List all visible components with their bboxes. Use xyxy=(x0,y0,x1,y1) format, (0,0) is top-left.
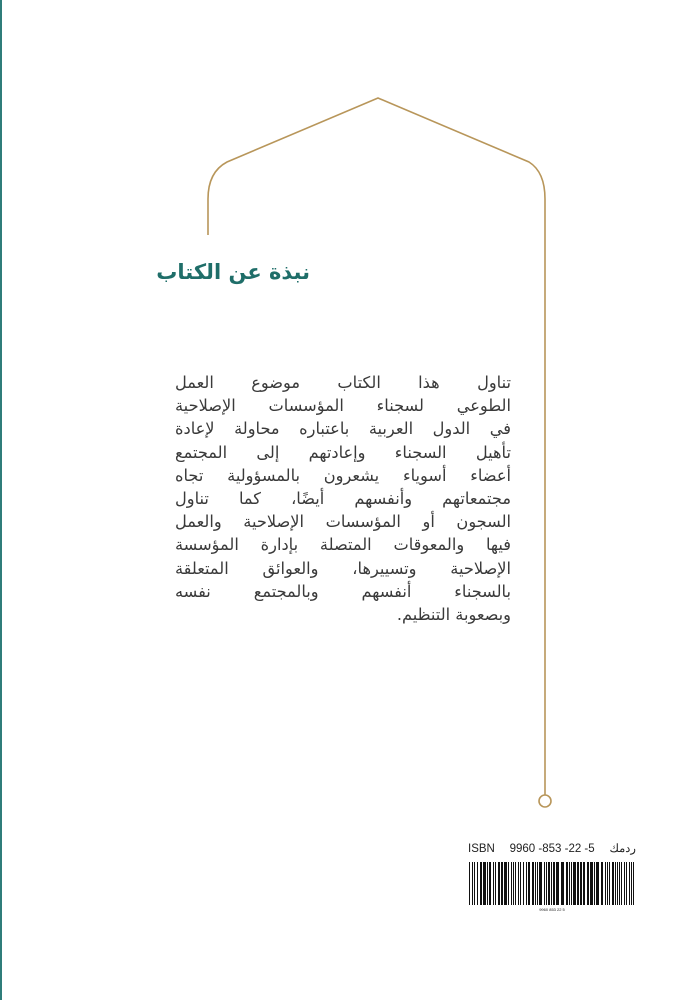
summary-line: الطوعي لسجناء المؤسسات الإصلاحية xyxy=(175,396,511,416)
book-summary xyxy=(175,371,511,626)
barcode-bar xyxy=(532,862,534,905)
barcode-bar xyxy=(629,862,630,905)
barcode-bar xyxy=(523,862,524,905)
barcode-bar xyxy=(590,862,593,905)
barcode-bar xyxy=(596,862,599,905)
barcode-bar xyxy=(544,862,545,905)
barcode-bar xyxy=(633,862,634,905)
barcode xyxy=(468,862,636,912)
barcode-bar xyxy=(577,862,579,905)
summary-line: فيها والمعوقات المتصلة بإدارة المؤسسة xyxy=(175,535,511,555)
barcode-bar xyxy=(535,862,536,905)
barcode-bar xyxy=(487,862,488,905)
barcode-bar xyxy=(518,862,519,905)
barcode-bar xyxy=(474,862,475,905)
barcode-bar xyxy=(617,862,618,905)
isbn-block xyxy=(468,840,636,912)
barcode-bar xyxy=(571,862,572,905)
summary-line: تأهيل السجناء وإعادتهم إلى المجتمع xyxy=(175,442,511,462)
barcode-bar xyxy=(539,862,542,905)
summary-line: مجتمعاتهم وأنفسهم أيضًا، كما تناول xyxy=(175,488,511,508)
barcode-bar xyxy=(528,862,530,905)
barcode-bar xyxy=(526,862,527,905)
barcode-bar xyxy=(580,862,582,905)
barcode-bar xyxy=(609,862,610,905)
arch-end-circle xyxy=(539,795,551,807)
barcode-bar xyxy=(469,862,470,905)
barcode-bar xyxy=(561,862,564,905)
barcode-bar xyxy=(493,862,494,905)
summary-line: تناول هذا الكتاب موضوع العمل xyxy=(175,373,511,392)
barcode-bar xyxy=(537,862,538,905)
barcode-bar xyxy=(548,862,550,905)
barcode-bar xyxy=(498,862,500,905)
barcode-bar xyxy=(594,862,595,905)
barcode-bar xyxy=(508,862,509,905)
summary-line: السجون أو المؤسسات الإصلاحية والعمل xyxy=(175,512,511,532)
barcode-bar xyxy=(489,862,491,905)
summary-line: الإصلاحية وتسييرها، والعوائق المتعلقة xyxy=(175,558,511,578)
barcode-bar xyxy=(513,862,514,905)
barcode-bar xyxy=(472,862,473,905)
barcode-bar xyxy=(587,862,589,905)
barcode-bar xyxy=(515,862,516,905)
barcode-bar xyxy=(511,862,512,905)
barcode-bar xyxy=(483,862,486,905)
summary-line: في الدول العربية باعتباره محاولة لإعادة xyxy=(175,419,511,439)
summary-line: أعضاء أسوياء يشعرون بالمسؤولية تجاه xyxy=(175,465,511,485)
barcode-bar xyxy=(615,862,616,905)
barcode-bar xyxy=(504,862,507,905)
isbn-label-arabic: ردمك xyxy=(609,843,636,855)
barcode-bar xyxy=(605,862,606,905)
barcode-bar xyxy=(631,862,632,905)
barcode-bar xyxy=(553,862,555,905)
page-title: نبذة عن الكتاب xyxy=(156,260,310,284)
barcode-bar xyxy=(624,862,625,905)
barcode-bar xyxy=(619,862,620,905)
barcode-caption: 9960 853 22 5 xyxy=(539,907,565,912)
barcode-bar xyxy=(612,862,614,905)
barcode-bar xyxy=(573,862,576,905)
barcode-bar xyxy=(480,862,482,905)
isbn-number: 9960 -853 -22 -5 xyxy=(509,843,595,855)
barcode-bar xyxy=(601,862,603,905)
barcode-bar xyxy=(495,862,496,905)
barcode-bar xyxy=(607,862,608,905)
summary-line: وبصعوبة التنظيم. xyxy=(396,604,511,624)
barcode-bar xyxy=(583,862,585,905)
summary-line: بالسجناء أنفسهم وبالمجتمع نفسه xyxy=(175,581,511,601)
barcode-bar xyxy=(621,862,622,905)
barcode-bar xyxy=(477,862,478,905)
barcode-bar xyxy=(501,862,503,905)
barcode-bar xyxy=(546,862,547,905)
barcode-bar xyxy=(626,862,627,905)
barcode-bar xyxy=(551,862,552,905)
barcode-bar xyxy=(566,862,568,905)
isbn-line xyxy=(468,840,636,858)
barcode-bar xyxy=(520,862,521,905)
isbn-label: ISBN xyxy=(468,843,495,855)
barcode-bar xyxy=(556,862,559,905)
barcode-bar xyxy=(569,862,570,905)
